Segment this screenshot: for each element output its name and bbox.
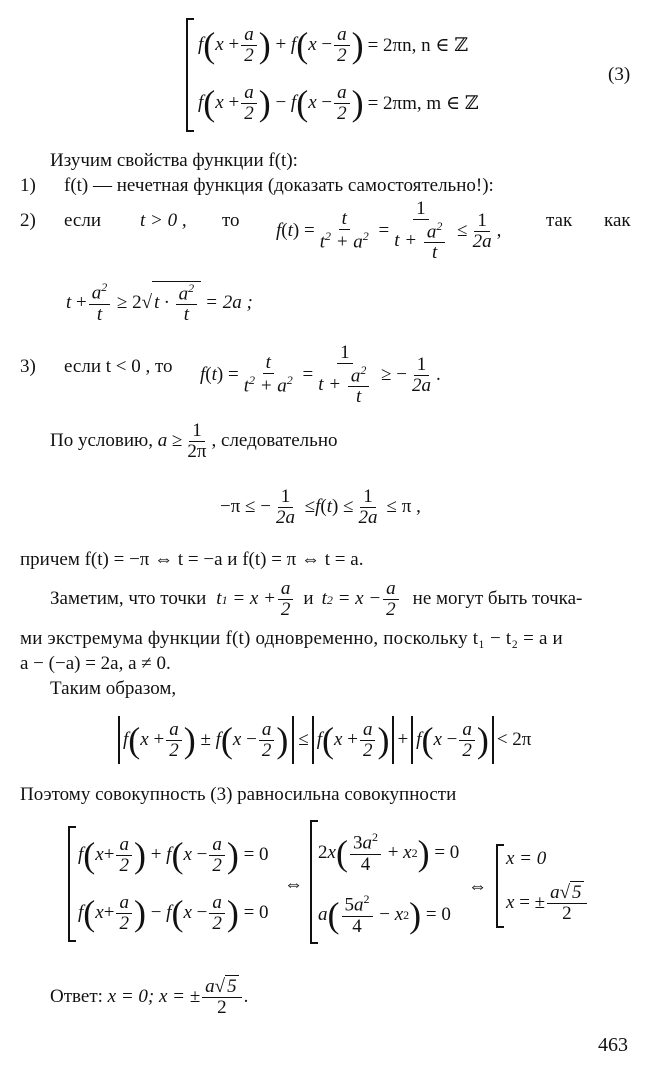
equiv-arrow-1: ⇔ [284,874,303,895]
system-eq1-rhs: = 2πn, n ∈ ℤ [367,34,469,56]
answer-label: Ответ: [50,986,103,1007]
bounds-formula: −π ≤ − $\frac{1}{2a}$ ≤ f ( t ) ≤ $\frac{1}{2a}$ ≤ π , [220,485,421,528]
note-line1-start: Заметим, что точки [50,588,207,609]
system3-eq2: a ( $\frac{5a^2}{4}$ − x 2 ) = 0 [318,892,451,937]
system-eq2: f ( x + $\frac{a}{2}$ ) − f ( x − $\frac{a}{2}$ ) = 2πm, m ∈ ℤ [198,81,479,124]
system2-bracket [68,826,76,942]
note-line1: Заметим, что точки t1 = x + $\frac{a}{2}$ и t2 = x − $\frac{a}{2}$ не могут быть точка- [50,577,583,620]
therefore-text: Поэтому совокупность (3) равносильна совокупности [20,784,457,805]
system4-eq1: x = 0 [506,848,547,869]
system4-bracket [496,844,504,928]
equality-text: причем f(t) = −π ⇔ t = −a и f(t) = π ⇔ t = a. [20,549,364,570]
item2-condition: t > 0 , [140,210,187,231]
am-gm-tail: = 2a ; [205,292,253,313]
bounds-tail: ≤ π , [386,496,421,517]
system4-eq2: x = ± $\frac{a√ 5}{2}$ [506,878,589,928]
intro-text: Изучим свойства функции f(t): [50,150,298,171]
item1-text: f(t) — нечетная функция (доказать самостоятельно!): [64,175,494,196]
equation-number: (3) [608,64,631,85]
item2-as: как [604,210,631,231]
system3-bracket [310,820,318,944]
system2-eq1: f ( x + $\frac{a}{2}$ ) + f ( x − $\frac{a}{2}$ ) = 0 [78,833,269,876]
abs-inequality: f ( x + $\frac{a}{2}$ ) ± f ( x − $\frac{a}{2}$ ) ≤ f ( x + $\frac{a}{2}$ ) + f ( x − $\frac{a}{2}$ ) < 2π [118,712,531,768]
note-line3: a − (−a) = 2a, a ≠ 0. [20,653,171,674]
item3-function-formula: f ( t ) = $\frac{t}{t^2 + a^2}$ = 1 t + $\frac{a^2}{t}$ ≥ − $\frac{1}{2a}$ . [200,341,441,408]
page-number: 463 [598,1034,628,1056]
answer-text: x = 0; x = ± [107,986,201,1007]
system-eq1: f ( x + $\frac{a}{2}$ ) + f ( x − $\frac{a}{2}$ ) = 2πn, n ∈ ℤ [198,23,469,66]
item2-if: если [64,210,101,231]
note-line2: ми экстремума функции f(t) одновременно, поскольку t₁ − t₂ = a и [20,628,563,649]
item3-text: если t < 0 , то [64,356,173,377]
item3-number: 3) [20,356,36,377]
thus-text: Таким образом, [50,678,177,699]
am-gm-inequality: t + $\frac{a^2}{t}$ ≥ 2√ t · $\frac{a^2}{t}$ = 2a ; [66,280,253,326]
item2-function-formula: f ( t ) = $\frac{t}{t^2 + a^2}$ = 1 t + $\frac{a^2}{t}$ ≤ $\frac{1}{2a}$ , [276,197,502,264]
condition-suffix: , следовательно [211,430,338,451]
system2-eq2: f ( x + $\frac{a}{2}$ ) − f ( x − $\frac{a}{2}$ ) = 0 [78,891,269,934]
system-bracket [186,18,194,132]
item1-number: 1) [20,175,36,196]
equiv-arrow-2: ⇔ [468,876,487,897]
item2-then: то [222,210,240,231]
note-line1-end: не могут быть точка- [412,588,583,609]
item2-since: так [546,210,573,231]
condition-prefix: По условию, [50,430,153,451]
answer-line: Ответ: x = 0; x = ± $\frac{a√ 5}{2}$ . [50,975,249,1018]
note-and: и [303,588,314,609]
system3-eq1: 2 x ( $\frac{3a^2}{4}$ + x 2 ) = 0 [318,830,460,875]
system-eq2-rhs: = 2πm, m ∈ ℤ [367,92,479,114]
item2-number: 2) [20,210,36,231]
condition-line: По условию, a ≥ $\frac{1}{2\pi}$ , следовательно [50,419,338,462]
